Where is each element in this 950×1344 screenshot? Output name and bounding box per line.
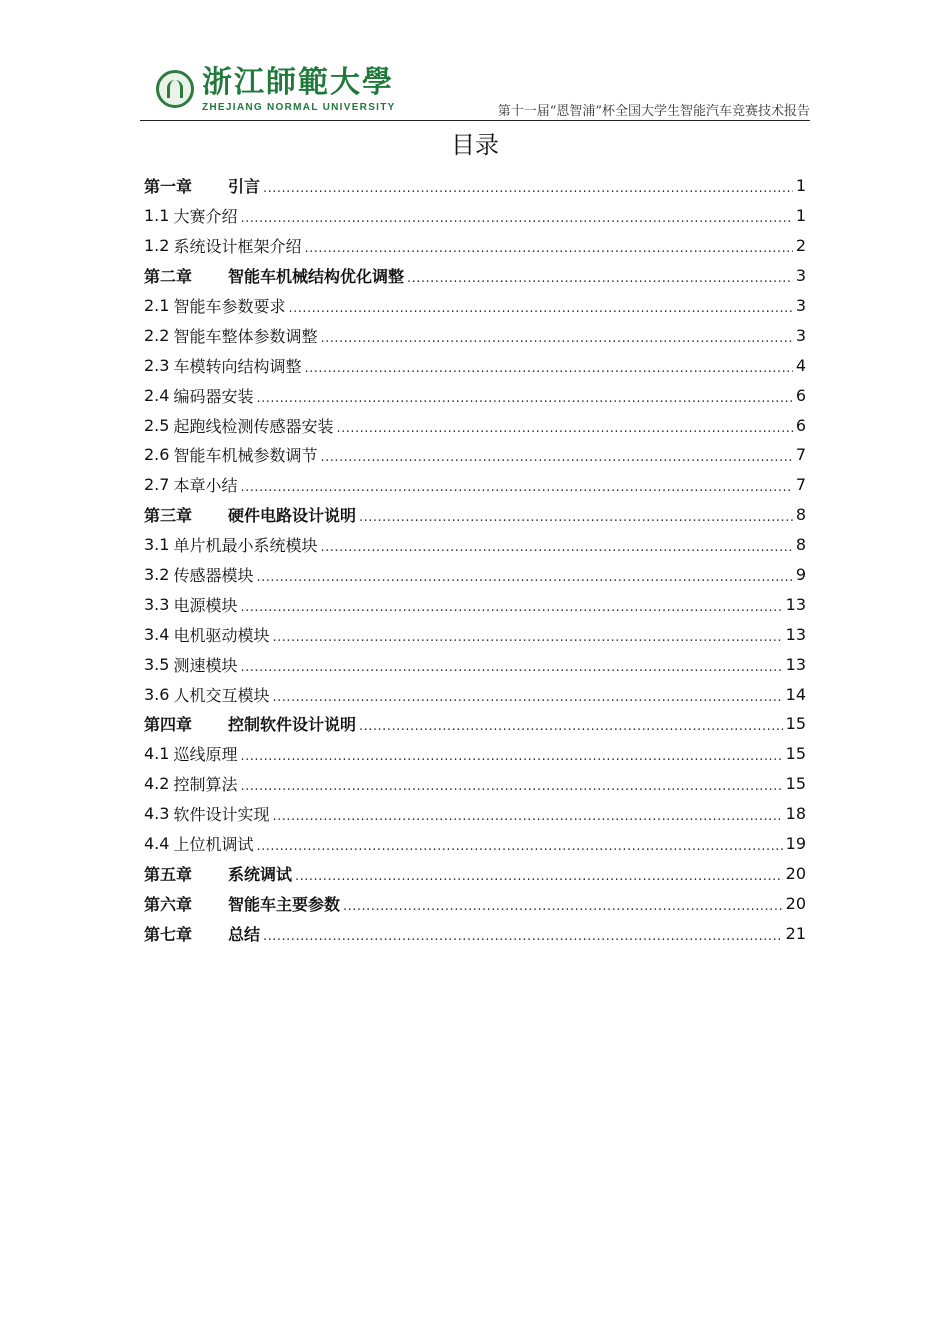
toc-entry[interactable] bbox=[144, 201, 806, 231]
toc-entry-label: 起跑线检测传感器安装 bbox=[173, 416, 334, 436]
university-seal-icon bbox=[156, 70, 194, 108]
toc-entry-page: 13 bbox=[785, 654, 806, 674]
toc-entry-label: 软件设计实现 bbox=[173, 805, 270, 825]
toc-entry-number: 2.7 bbox=[144, 475, 170, 495]
toc-entry-page: 8 bbox=[795, 535, 806, 555]
toc-entry[interactable] bbox=[144, 261, 806, 291]
toc-entry[interactable] bbox=[144, 769, 806, 799]
toc-entry-number: 4.3 bbox=[144, 804, 170, 824]
toc-entry-number: 2.2 bbox=[144, 325, 170, 345]
toc-entry-number: 3.5 bbox=[144, 654, 170, 674]
table-of-contents bbox=[144, 171, 806, 948]
toc-dot-leader bbox=[359, 719, 783, 734]
toc-dot-leader bbox=[288, 301, 792, 316]
toc-entry-label: 传感器模块 bbox=[173, 566, 254, 586]
toc-entry-number: 2.1 bbox=[144, 296, 170, 315]
toc-entry-number: 3.3 bbox=[144, 594, 170, 614]
toc-dot-leader bbox=[240, 779, 782, 794]
toc-entry-number: 1.1 bbox=[144, 206, 170, 226]
toc-entry[interactable] bbox=[144, 350, 806, 380]
toc-entry-page: 1 bbox=[795, 206, 806, 226]
toc-entry-number: 第六章 bbox=[144, 894, 193, 914]
toc-entry-number: 第三章 bbox=[144, 506, 193, 526]
toc-dot-leader bbox=[320, 331, 792, 346]
header-divider bbox=[140, 120, 810, 121]
toc-entry-label: 控制软件设计说明 bbox=[228, 715, 357, 735]
toc-entry-page: 14 bbox=[785, 684, 806, 704]
toc-entry[interactable] bbox=[144, 320, 806, 350]
toc-entry-page: 19 bbox=[785, 834, 806, 854]
toc-entry-page: 3 bbox=[795, 266, 806, 286]
toc-dot-leader bbox=[240, 600, 782, 615]
toc-entry-number: 1.2 bbox=[144, 236, 170, 256]
toc-dot-leader bbox=[240, 211, 792, 226]
toc-entry-number: 第五章 bbox=[144, 864, 193, 884]
toc-entry-number: 2.3 bbox=[144, 355, 170, 375]
toc-dot-leader bbox=[263, 181, 793, 196]
toc-entry-page: 13 bbox=[785, 594, 806, 614]
toc-entry-label: 智能车整体参数调整 bbox=[173, 326, 318, 346]
toc-entry[interactable] bbox=[144, 231, 806, 261]
toc-dot-leader bbox=[295, 869, 783, 884]
toc-entry-page: 21 bbox=[785, 923, 806, 943]
toc-entry[interactable] bbox=[144, 918, 806, 948]
page-header bbox=[140, 62, 810, 122]
toc-entry[interactable] bbox=[144, 440, 806, 470]
toc-entry-number: 4.2 bbox=[144, 774, 170, 794]
toc-entry-page: 6 bbox=[795, 415, 806, 435]
toc-entry-page: 8 bbox=[795, 505, 806, 525]
toc-entry-page: 15 bbox=[785, 744, 806, 764]
toc-entry[interactable] bbox=[144, 589, 806, 619]
toc-entry-label: 系统设计框架介绍 bbox=[173, 237, 302, 257]
toc-entry-label: 测速模块 bbox=[173, 655, 238, 675]
toc-dot-leader bbox=[336, 421, 792, 436]
toc-entry[interactable] bbox=[144, 619, 806, 649]
toc-dot-leader bbox=[240, 660, 782, 675]
toc-entry-page: 3 bbox=[795, 325, 806, 345]
toc-entry-label: 车模转向结构调整 bbox=[173, 356, 302, 376]
toc-entry-label: 总结 bbox=[228, 924, 261, 944]
toc-entry[interactable] bbox=[144, 291, 806, 321]
toc-entry-page: 3 bbox=[795, 296, 806, 315]
toc-entry[interactable] bbox=[144, 679, 806, 709]
toc-entry-number: 2.5 bbox=[144, 415, 170, 435]
toc-dot-leader bbox=[272, 690, 782, 705]
toc-entry-number: 2.6 bbox=[144, 445, 170, 465]
toc-entry-label: 智能车机械结构优化调整 bbox=[228, 267, 405, 287]
toc-dot-leader bbox=[256, 570, 792, 585]
toc-dot-leader bbox=[240, 480, 792, 495]
toc-entry-page: 15 bbox=[785, 774, 806, 794]
toc-entry-number: 3.1 bbox=[144, 535, 170, 555]
toc-dot-leader bbox=[263, 929, 783, 944]
toc-entry-number: 4.1 bbox=[144, 744, 170, 764]
toc-entry[interactable] bbox=[144, 709, 806, 739]
toc-entry-label: 大赛介绍 bbox=[173, 207, 238, 227]
toc-entry-label: 系统调试 bbox=[228, 864, 293, 884]
toc-entry-label: 智能车参数要求 bbox=[173, 297, 286, 316]
toc-entry-label: 本章小结 bbox=[173, 476, 238, 496]
toc-entry-number: 第四章 bbox=[144, 715, 193, 735]
toc-entry-number: 2.4 bbox=[144, 385, 170, 405]
toc-entry-number: 3.4 bbox=[144, 624, 170, 644]
toc-entry-page: 2 bbox=[795, 236, 806, 256]
toc-entry-page: 7 bbox=[795, 475, 806, 495]
toc-entry-number: 第七章 bbox=[144, 924, 193, 944]
toc-entry-label: 智能车主要参数 bbox=[228, 894, 341, 914]
toc-dot-leader bbox=[359, 510, 793, 525]
toc-entry[interactable] bbox=[144, 560, 806, 590]
toc-dot-leader bbox=[272, 630, 782, 645]
toc-dot-leader bbox=[304, 361, 792, 376]
toc-dot-leader bbox=[272, 809, 782, 824]
university-logo bbox=[156, 66, 396, 116]
toc-entry-label: 引言 bbox=[228, 177, 261, 197]
toc-dot-leader bbox=[256, 839, 782, 854]
toc-entry-page: 1 bbox=[795, 176, 806, 196]
toc-dot-leader bbox=[407, 271, 793, 286]
toc-dot-leader bbox=[320, 450, 792, 465]
toc-entry[interactable] bbox=[144, 739, 806, 769]
toc-entry-label: 上位机调试 bbox=[173, 835, 254, 855]
toc-entry-page: 20 bbox=[785, 893, 806, 913]
toc-entry[interactable] bbox=[144, 649, 806, 679]
toc-entry[interactable] bbox=[144, 470, 806, 500]
toc-entry-page: 15 bbox=[785, 714, 806, 734]
toc-entry-label: 单片机最小系统模块 bbox=[173, 536, 318, 556]
toc-entry-label: 电机驱动模块 bbox=[173, 625, 270, 645]
toc-entry[interactable] bbox=[144, 530, 806, 560]
toc-entry-label: 硬件电路设计说明 bbox=[228, 506, 357, 526]
toc-entry-number: 3.2 bbox=[144, 565, 170, 585]
toc-dot-leader bbox=[240, 749, 782, 764]
toc-entry-label: 编码器安装 bbox=[173, 386, 254, 406]
toc-entry-number: 3.6 bbox=[144, 684, 170, 704]
toc-entry-page: 20 bbox=[785, 863, 806, 883]
toc-entry-page: 7 bbox=[795, 445, 806, 465]
toc-entry[interactable] bbox=[144, 171, 806, 201]
toc-dot-leader bbox=[320, 540, 792, 555]
toc-dot-leader bbox=[343, 899, 783, 914]
toc-entry-page: 6 bbox=[795, 385, 806, 405]
toc-entry-page: 18 bbox=[785, 804, 806, 824]
toc-entry-number: 4.4 bbox=[144, 834, 170, 854]
toc-entry-label: 人机交互模块 bbox=[173, 685, 270, 705]
toc-entry-page: 4 bbox=[795, 355, 806, 375]
toc-entry-number: 第一章 bbox=[144, 177, 193, 197]
toc-entry-label: 智能车机械参数调节 bbox=[173, 446, 318, 466]
toc-dot-leader bbox=[304, 241, 792, 256]
toc-entry[interactable] bbox=[144, 380, 806, 410]
toc-entry[interactable] bbox=[144, 858, 806, 888]
toc-entry-page: 13 bbox=[785, 624, 806, 644]
toc-entry[interactable] bbox=[144, 829, 806, 859]
toc-entry[interactable] bbox=[144, 500, 806, 530]
toc-entry-label: 电源模块 bbox=[173, 595, 238, 615]
toc-entry[interactable] bbox=[144, 410, 806, 440]
toc-entry-number: 第二章 bbox=[144, 267, 193, 287]
toc-entry[interactable] bbox=[144, 799, 806, 829]
toc-entry-page: 9 bbox=[795, 565, 806, 585]
toc-entry[interactable] bbox=[144, 888, 806, 918]
toc-entry-label: 控制算法 bbox=[173, 775, 238, 795]
logo-chinese-name: 浙江師範大學 bbox=[202, 65, 394, 100]
logo-english-name: ZHEJIANG NORMAL UNIVERSITY bbox=[202, 102, 396, 113]
toc-dot-leader bbox=[256, 391, 792, 406]
toc-title: 目录 bbox=[451, 131, 499, 159]
toc-entry-label: 巡线原理 bbox=[173, 745, 238, 765]
report-header-title: 第十一届“恩智浦”杯全国大学生智能汽车竞赛技术报告 bbox=[497, 104, 810, 119]
